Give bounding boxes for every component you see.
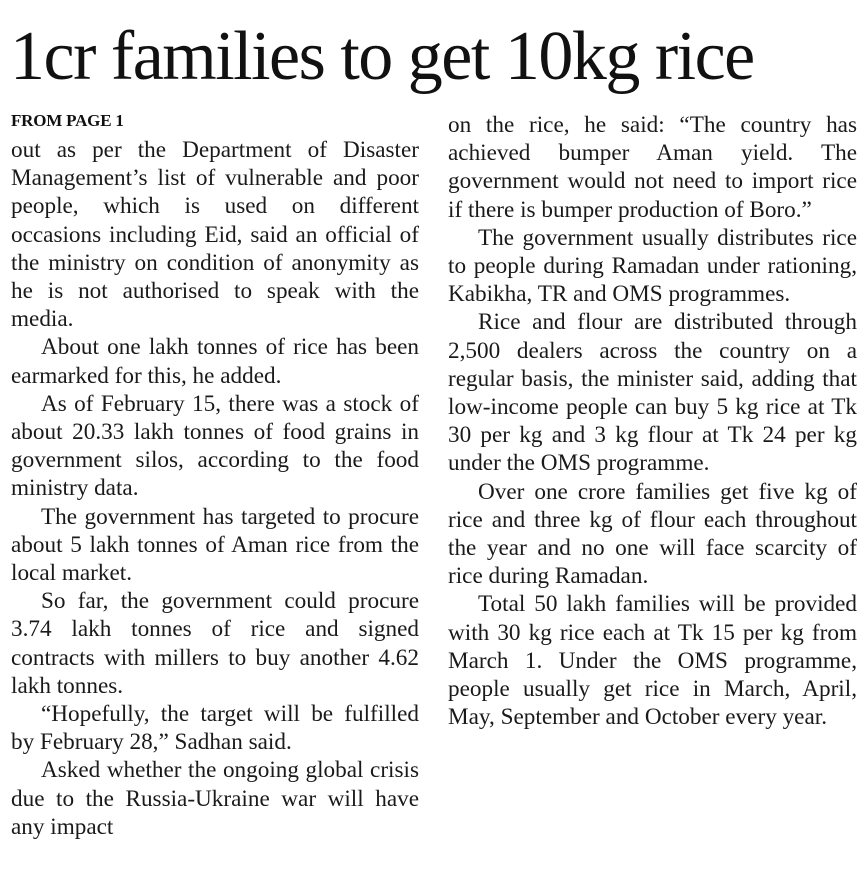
paragraph: Asked whether the ongoing global crisis due to the Russia-Ukraine war will have any impact xyxy=(11,757,419,840)
paragraph: Rice and flour are distributed through 2,500 dealers across the country on a regular basis, the minister said, adding that low-income people can buy 5 kg rice at Tk 30 per kg and 3 kg flour at Tk 24 per kg under the OMS programme. xyxy=(448,309,857,477)
paragraph: The government has targeted to procure about 5 lakh tonnes of Aman rice from the local market. xyxy=(11,503,419,587)
dateline: FROM PAGE 1 xyxy=(11,111,124,130)
paragraph: on the rice, he said: “The country has achieved bumper Aman yield. The government would not need to import rice if there is bumper production of Boro.” xyxy=(448,112,857,223)
paragraph: About one lakh tonnes of rice has been earmarked for this, he added. xyxy=(11,334,419,389)
paragraph: Over one crore families get five kg of rice and three kg of flour each throughout the year and no one will face scarcity of rice during Ramadan. xyxy=(448,478,857,590)
headline: 1cr families to get 10kg rice xyxy=(10,18,754,95)
paragraph: out as per the Department of Disaster Management’s list of vulnerable and poor people, which is used on different occasions including Eid, said an official of the ministry on condition of anonymity as he is not authorised to speak with the media. xyxy=(11,137,419,333)
paragraph: Total 50 lakh families will be provided with 30 kg rice each at Tk 15 per kg from March 1. Under the OMS programme, people usually get rice in March, April, May, September and October every year. xyxy=(448,591,857,731)
article-column-right xyxy=(448,111,857,731)
paragraph: So far, the government could procure 3.74 lakh tonnes of rice and signed contracts with millers to buy another 4.62 lakh tonnes. xyxy=(11,588,419,699)
paragraph: The government usually distributes rice to people during Ramadan under rationing, Kabikha, TR and OMS programmes. xyxy=(448,224,857,308)
paragraph: “Hopefully, the target will be fulfilled by February 28,” Sadhan said. xyxy=(11,701,419,756)
paragraph: As of February 15, there was a stock of about 20.33 lakh tonnes of food grains in government silos, according to the food ministry data. xyxy=(11,390,419,502)
article-column-left xyxy=(11,111,419,841)
